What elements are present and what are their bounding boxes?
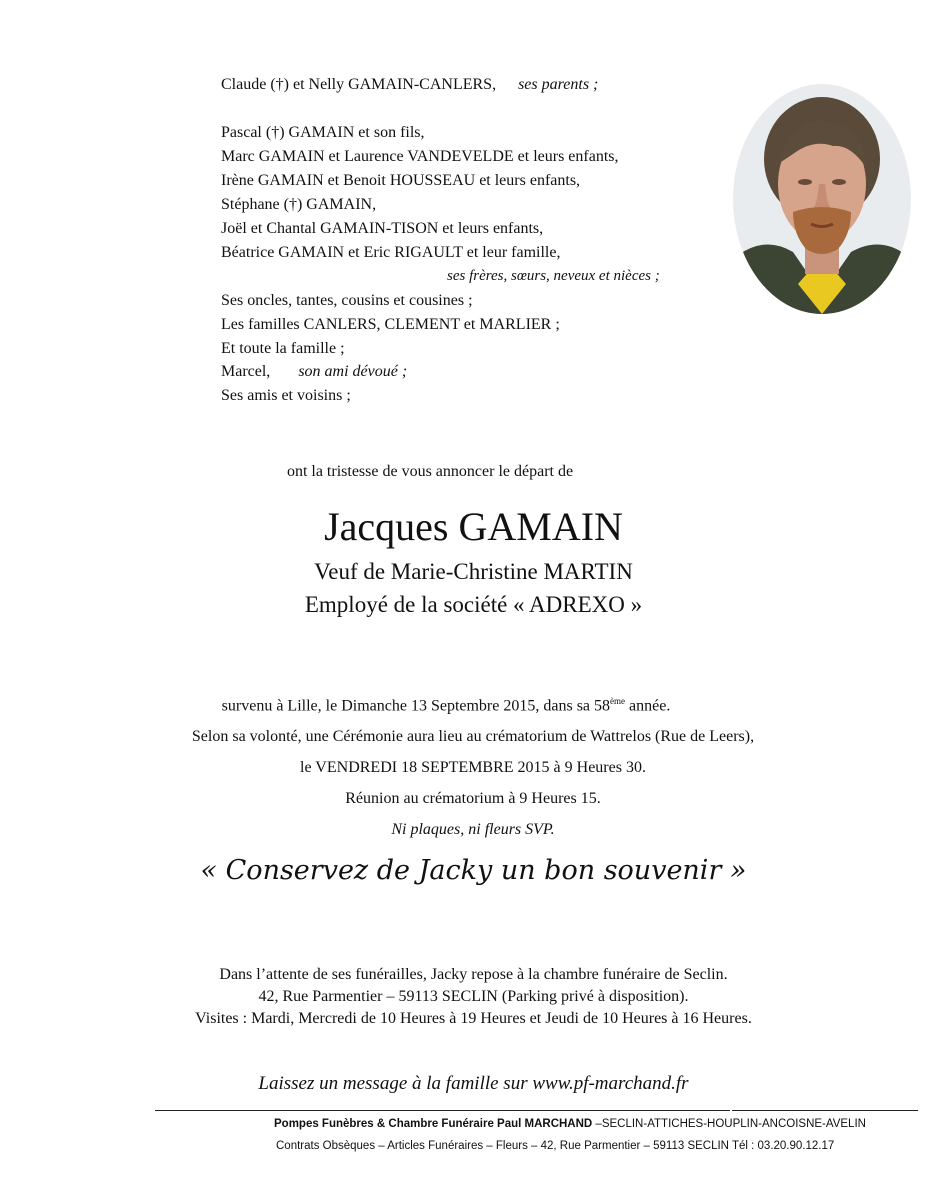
footer-company-line bbox=[274, 1118, 866, 1130]
sibling-line: Joël et Chantal GAMAIN-TISON et leurs enfants, bbox=[221, 220, 544, 237]
footer-services-line: Contrats Obsèques – Articles Funéraires – Fleurs – 42, Rue Parmentier – 59113 SECLIN Tél : 03.20.90.12.17 bbox=[276, 1140, 835, 1152]
parents-line bbox=[221, 76, 598, 94]
ceremony-line: Selon sa volonté, une Cérémonie aura lieu au crématorium de Wattrelos (Rue de Leers), bbox=[191, 728, 755, 745]
parents-names: Claude (†) et Nelly GAMAIN-CANLERS, bbox=[221, 76, 497, 93]
friend-role: son ami dévoué ; bbox=[298, 363, 408, 380]
relatives-line: Ses oncles, tantes, cousins et cousines ; bbox=[221, 292, 473, 309]
rest-line: Dans l’attente de ses funérailles, Jacky repose à la chambre funéraire de Seclin. bbox=[219, 966, 728, 983]
footer-divider bbox=[155, 1110, 730, 1111]
memorial-quote: « Conservez de Jacky un bon souvenir » bbox=[200, 855, 747, 886]
announcement-intro: ont la tristesse de vous annoncer le départ de bbox=[286, 463, 574, 480]
ceremony-date: le VENDREDI 18 SEPTEMBRE 2015 à 9 Heures 30. bbox=[300, 759, 646, 776]
death-year-word: année. bbox=[625, 697, 671, 715]
sibling-line: Béatrice GAMAIN et Eric RIGAULT et leur famille, bbox=[221, 244, 561, 261]
message-prompt: Laissez un message à la famille sur www.pf-marchand.fr bbox=[258, 1073, 689, 1094]
friends-line: Ses amis et voisins ; bbox=[221, 387, 351, 404]
friend-line bbox=[221, 363, 407, 381]
sibling-line: Marc GAMAIN et Laurence VANDEVELDE et leurs enfants, bbox=[221, 148, 619, 165]
parents-role: ses parents ; bbox=[518, 76, 599, 93]
deceased-name: Jacques GAMAIN bbox=[324, 504, 623, 549]
portrait-photo bbox=[733, 84, 911, 314]
death-text: survenu à Lille, le Dimanche 13 Septembre 2015, dans sa 58 bbox=[221, 697, 611, 715]
siblings-role: ses frères, sœurs, neveux et nièces ; bbox=[447, 268, 660, 284]
widower-line: Veuf de Marie-Christine MARTIN bbox=[314, 559, 633, 584]
relatives-line: Et toute la famille ; bbox=[221, 340, 345, 357]
sibling-line: Pascal (†) GAMAIN et son fils, bbox=[221, 124, 425, 141]
company-name: Pompes Funèbres & Chambre Funéraire Paul MARCHAND bbox=[274, 1118, 593, 1130]
ordinal-suffix: ème bbox=[610, 696, 626, 706]
no-flowers-line: Ni plaques, ni fleurs SVP. bbox=[391, 821, 555, 838]
friend-name: Marcel, bbox=[221, 363, 271, 380]
death-line bbox=[46, 696, 846, 715]
sibling-line: Irène GAMAIN et Benoit HOUSSEAU et leurs enfants, bbox=[221, 172, 581, 189]
address-line: 42, Rue Parmentier – 59113 SECLIN (Parking privé à disposition). bbox=[258, 988, 689, 1005]
company-towns: –SECLIN-ATTICHES-HOUPLIN-ANCOISNE-AVELIN bbox=[592, 1118, 866, 1130]
meeting-line: Réunion au crématorium à 9 Heures 15. bbox=[345, 790, 601, 807]
relatives-line: Les familles CANLERS, CLEMENT et MARLIER ; bbox=[221, 316, 560, 333]
footer-divider-right bbox=[732, 1110, 918, 1111]
sibling-line: Stéphane (†) GAMAIN, bbox=[221, 196, 377, 213]
employment-line: Employé de la société « ADREXO » bbox=[304, 592, 643, 617]
visits-line: Visites : Mardi, Mercredi de 10 Heures à 19 Heures et Jeudi de 10 Heures à 16 Heures. bbox=[195, 1010, 752, 1027]
